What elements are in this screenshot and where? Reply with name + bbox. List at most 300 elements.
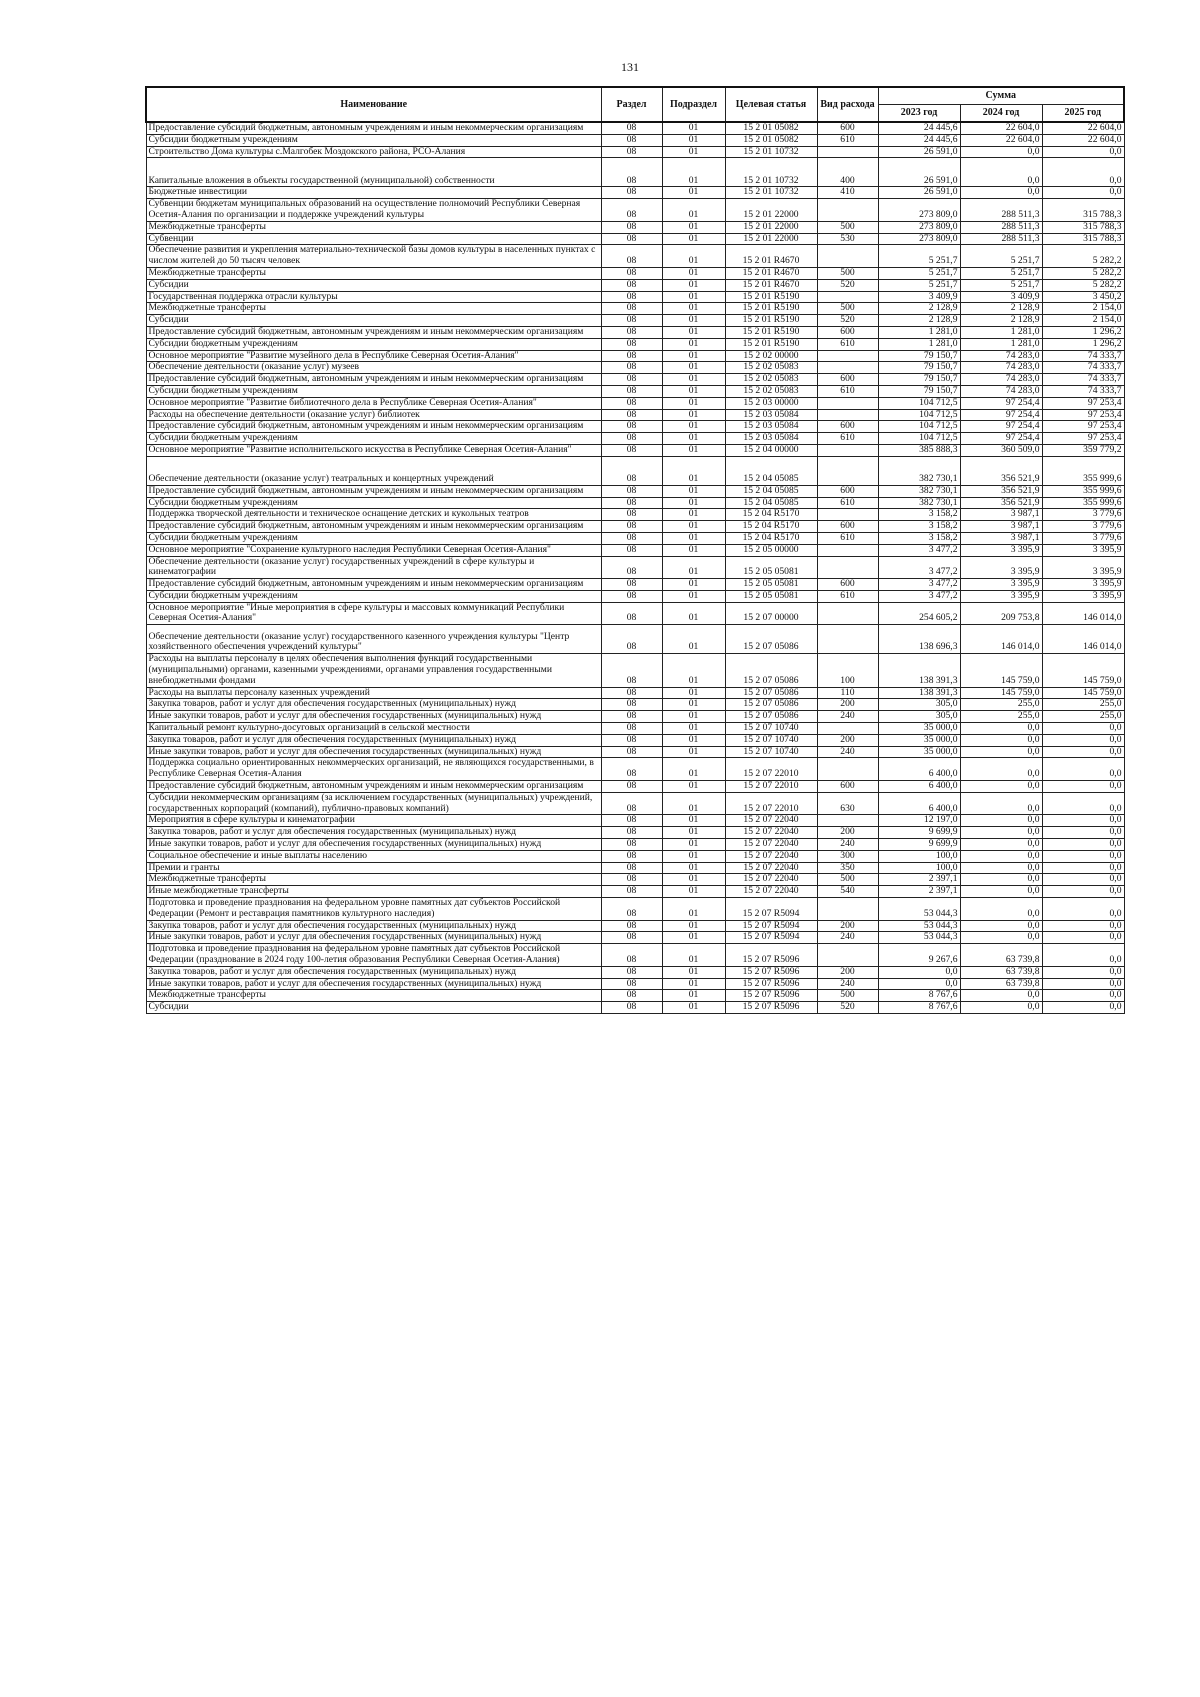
cell-target: 15 2 07 R5094 bbox=[725, 920, 817, 932]
cell-kind: 240 bbox=[817, 746, 878, 758]
cell-section: 08 bbox=[601, 409, 662, 421]
cell-kind bbox=[817, 409, 878, 421]
cell-section: 08 bbox=[601, 920, 662, 932]
cell-section: 08 bbox=[601, 485, 662, 497]
cell-subsection: 01 bbox=[662, 978, 725, 990]
cell-2023: 3 158,2 bbox=[878, 521, 960, 533]
cell-section: 08 bbox=[601, 456, 662, 485]
table-row bbox=[146, 850, 1124, 862]
cell-subsection: 01 bbox=[662, 315, 725, 327]
cell-name: Иные закупки товаров, работ и услуг для обеспечения государственных (муниципальных) нужд bbox=[146, 978, 601, 990]
cell-2025: 22 604,0 bbox=[1042, 122, 1124, 134]
cell-2024: 74 283,0 bbox=[960, 350, 1042, 362]
cell-kind bbox=[817, 556, 878, 579]
cell-target: 15 2 01 22000 bbox=[725, 221, 817, 233]
cell-2025: 0,0 bbox=[1042, 932, 1124, 944]
cell-2025: 97 253,4 bbox=[1042, 409, 1124, 421]
cell-kind: 500 bbox=[817, 990, 878, 1002]
cell-kind: 530 bbox=[817, 233, 878, 245]
table-row bbox=[146, 521, 1124, 533]
cell-section: 08 bbox=[601, 338, 662, 350]
cell-2023: 5 251,7 bbox=[878, 267, 960, 279]
cell-section: 08 bbox=[601, 827, 662, 839]
cell-2025: 0,0 bbox=[1042, 886, 1124, 898]
cell-name: Межбюджетные трансферты bbox=[146, 874, 601, 886]
cell-kind: 520 bbox=[817, 279, 878, 291]
cell-2024: 0,0 bbox=[960, 862, 1042, 874]
table-row bbox=[146, 781, 1124, 793]
cell-subsection: 01 bbox=[662, 409, 725, 421]
cell-2024: 145 759,0 bbox=[960, 654, 1042, 687]
cell-2024: 3 395,9 bbox=[960, 556, 1042, 579]
cell-2025: 0,0 bbox=[1042, 792, 1124, 815]
header-section: Раздел bbox=[601, 87, 662, 122]
cell-2024: 22 604,0 bbox=[960, 122, 1042, 134]
table-row bbox=[146, 362, 1124, 374]
cell-2023: 5 251,7 bbox=[878, 245, 960, 268]
cell-2023: 100,0 bbox=[878, 862, 960, 874]
cell-section: 08 bbox=[601, 723, 662, 735]
table-row bbox=[146, 1002, 1124, 1014]
cell-target: 15 2 04 00000 bbox=[725, 444, 817, 456]
cell-2023: 9 699,9 bbox=[878, 839, 960, 851]
cell-subsection: 01 bbox=[662, 781, 725, 793]
cell-section: 08 bbox=[601, 758, 662, 781]
cell-name: Основное мероприятие "Развитие исполнительского искусства в Республике Северная Осетия-Алания" bbox=[146, 444, 601, 456]
cell-2023: 2 128,9 bbox=[878, 303, 960, 315]
cell-subsection: 01 bbox=[662, 433, 725, 445]
cell-kind: 540 bbox=[817, 886, 878, 898]
cell-target: 15 2 07 R5096 bbox=[725, 944, 817, 967]
header-subsection: Подраздел bbox=[662, 87, 725, 122]
cell-2025: 0,0 bbox=[1042, 862, 1124, 874]
cell-2023: 3 477,2 bbox=[878, 556, 960, 579]
cell-2024: 0,0 bbox=[960, 792, 1042, 815]
cell-2024: 63 739,8 bbox=[960, 966, 1042, 978]
cell-kind bbox=[817, 723, 878, 735]
cell-2023: 382 730,1 bbox=[878, 485, 960, 497]
cell-subsection: 01 bbox=[662, 158, 725, 187]
cell-name: Капитальный ремонт культурно-досуговых организаций в сельской местности bbox=[146, 723, 601, 735]
cell-2023: 1 281,0 bbox=[878, 326, 960, 338]
cell-kind: 610 bbox=[817, 497, 878, 509]
cell-2025: 74 333,7 bbox=[1042, 374, 1124, 386]
table-row bbox=[146, 385, 1124, 397]
cell-subsection: 01 bbox=[662, 497, 725, 509]
cell-name: Основное мероприятие "Развитие музейного дела в Республике Северная Осетия-Алания" bbox=[146, 350, 601, 362]
cell-subsection: 01 bbox=[662, 723, 725, 735]
cell-name: Иные закупки товаров, работ и услуг для обеспечения государственных (муниципальных) нужд bbox=[146, 711, 601, 723]
cell-2025: 97 253,4 bbox=[1042, 433, 1124, 445]
table-row bbox=[146, 815, 1124, 827]
cell-2023: 138 391,3 bbox=[878, 654, 960, 687]
table-row bbox=[146, 221, 1124, 233]
cell-subsection: 01 bbox=[662, 122, 725, 134]
cell-2023: 35 000,0 bbox=[878, 723, 960, 735]
cell-kind bbox=[817, 815, 878, 827]
cell-2025: 0,0 bbox=[1042, 758, 1124, 781]
cell-name: Предоставление субсидий бюджетным, автономным учреждениям и иным некоммерческим организациям bbox=[146, 326, 601, 338]
cell-name: Предоставление субсидий бюджетным, автономным учреждениям и иным некоммерческим организациям bbox=[146, 485, 601, 497]
cell-2023: 79 150,7 bbox=[878, 374, 960, 386]
cell-subsection: 01 bbox=[662, 654, 725, 687]
cell-kind bbox=[817, 245, 878, 268]
cell-section: 08 bbox=[601, 792, 662, 815]
cell-subsection: 01 bbox=[662, 279, 725, 291]
cell-2025: 255,0 bbox=[1042, 699, 1124, 711]
cell-subsection: 01 bbox=[662, 233, 725, 245]
cell-subsection: 01 bbox=[662, 187, 725, 199]
cell-section: 08 bbox=[601, 654, 662, 687]
cell-target: 15 2 04 05085 bbox=[725, 456, 817, 485]
table-row bbox=[146, 134, 1124, 146]
cell-target: 15 2 01 10732 bbox=[725, 158, 817, 187]
cell-2025: 0,0 bbox=[1042, 734, 1124, 746]
header-2024: 2024 год bbox=[960, 105, 1042, 123]
cell-2023: 79 150,7 bbox=[878, 362, 960, 374]
cell-target: 15 2 02 00000 bbox=[725, 350, 817, 362]
cell-2025: 0,0 bbox=[1042, 781, 1124, 793]
cell-name: Расходы на выплаты персоналу в целях обеспечения выполнения функций государственными (муниципальными) органами, казенными учреждениями, органами управления государственными внебюджетными фондами bbox=[146, 654, 601, 687]
cell-subsection: 01 bbox=[662, 699, 725, 711]
cell-target: 15 2 07 22010 bbox=[725, 781, 817, 793]
cell-kind: 610 bbox=[817, 134, 878, 146]
cell-2023: 6 400,0 bbox=[878, 758, 960, 781]
table-body bbox=[146, 122, 1124, 1013]
cell-2025: 97 253,4 bbox=[1042, 397, 1124, 409]
cell-2023: 104 712,5 bbox=[878, 421, 960, 433]
cell-subsection: 01 bbox=[662, 990, 725, 1002]
cell-name: Предоставление субсидий бюджетным, автономным учреждениям и иным некоммерческим организациям bbox=[146, 579, 601, 591]
table-row bbox=[146, 122, 1124, 134]
cell-subsection: 01 bbox=[662, 456, 725, 485]
cell-2024: 360 509,0 bbox=[960, 444, 1042, 456]
cell-2024: 22 604,0 bbox=[960, 134, 1042, 146]
cell-kind: 500 bbox=[817, 267, 878, 279]
header-name: Наименование bbox=[146, 87, 601, 122]
cell-name: Иные закупки товаров, работ и услуг для обеспечения государственных (муниципальных) нужд bbox=[146, 839, 601, 851]
cell-2024: 0,0 bbox=[960, 781, 1042, 793]
cell-name: Обеспечение деятельности (оказание услуг) государственных учреждений в сфере культуры и кинематографии bbox=[146, 556, 601, 579]
cell-section: 08 bbox=[601, 544, 662, 556]
cell-target: 15 2 04 R5170 bbox=[725, 532, 817, 544]
table-row bbox=[146, 409, 1124, 421]
cell-target: 15 2 01 05082 bbox=[725, 134, 817, 146]
table-row bbox=[146, 746, 1124, 758]
cell-2025: 0,0 bbox=[1042, 874, 1124, 886]
cell-2023: 0,0 bbox=[878, 966, 960, 978]
cell-target: 15 2 01 R5190 bbox=[725, 315, 817, 327]
cell-section: 08 bbox=[601, 158, 662, 187]
cell-2025: 2 154,0 bbox=[1042, 303, 1124, 315]
cell-2023: 12 197,0 bbox=[878, 815, 960, 827]
cell-2024: 0,0 bbox=[960, 839, 1042, 851]
cell-subsection: 01 bbox=[662, 221, 725, 233]
cell-kind: 600 bbox=[817, 781, 878, 793]
cell-2023: 100,0 bbox=[878, 850, 960, 862]
cell-2025: 0,0 bbox=[1042, 966, 1124, 978]
cell-2023: 382 730,1 bbox=[878, 497, 960, 509]
cell-name: Межбюджетные трансферты bbox=[146, 267, 601, 279]
cell-kind: 110 bbox=[817, 687, 878, 699]
cell-section: 08 bbox=[601, 556, 662, 579]
table-row bbox=[146, 792, 1124, 815]
cell-target: 15 2 07 22010 bbox=[725, 758, 817, 781]
cell-target: 15 2 07 22040 bbox=[725, 850, 817, 862]
cell-target: 15 2 01 R4670 bbox=[725, 245, 817, 268]
table-row bbox=[146, 291, 1124, 303]
cell-subsection: 01 bbox=[662, 602, 725, 625]
cell-name: Предоставление субсидий бюджетным, автономным учреждениям и иным некоммерческим организациям bbox=[146, 122, 601, 134]
cell-target: 15 2 01 22000 bbox=[725, 233, 817, 245]
cell-target: 15 2 07 05086 bbox=[725, 625, 817, 654]
cell-2023: 138 391,3 bbox=[878, 687, 960, 699]
cell-2023: 273 809,0 bbox=[878, 221, 960, 233]
cell-2025: 0,0 bbox=[1042, 990, 1124, 1002]
cell-2025: 3 779,6 bbox=[1042, 521, 1124, 533]
cell-kind bbox=[817, 397, 878, 409]
cell-2024: 0,0 bbox=[960, 827, 1042, 839]
cell-name: Субсидии bbox=[146, 315, 601, 327]
cell-target: 15 2 05 05081 bbox=[725, 556, 817, 579]
cell-subsection: 01 bbox=[662, 886, 725, 898]
table-row bbox=[146, 245, 1124, 268]
cell-2023: 8 767,6 bbox=[878, 990, 960, 1002]
cell-section: 08 bbox=[601, 944, 662, 967]
cell-2024: 63 739,8 bbox=[960, 944, 1042, 967]
cell-2024: 74 283,0 bbox=[960, 385, 1042, 397]
cell-kind: 350 bbox=[817, 862, 878, 874]
table-row bbox=[146, 579, 1124, 591]
cell-name: Строительство Дома культуры с.Малгобек Моздокского района, РСО-Алания bbox=[146, 146, 601, 158]
cell-2024: 146 014,0 bbox=[960, 625, 1042, 654]
cell-section: 08 bbox=[601, 862, 662, 874]
cell-section: 08 bbox=[601, 874, 662, 886]
cell-kind bbox=[817, 362, 878, 374]
cell-kind bbox=[817, 146, 878, 158]
cell-target: 15 2 03 05084 bbox=[725, 421, 817, 433]
cell-target: 15 2 05 05081 bbox=[725, 590, 817, 602]
cell-target: 15 2 01 22000 bbox=[725, 199, 817, 222]
cell-2025: 0,0 bbox=[1042, 898, 1124, 921]
cell-kind bbox=[817, 544, 878, 556]
cell-kind: 600 bbox=[817, 521, 878, 533]
cell-name: Поддержка социально ориентированных некоммерческих организаций, не являющихся государственными, в Республике Северная Осетия-Алания bbox=[146, 758, 601, 781]
cell-name: Субсидии бюджетным учреждениям bbox=[146, 532, 601, 544]
cell-section: 08 bbox=[601, 350, 662, 362]
cell-section: 08 bbox=[601, 199, 662, 222]
cell-name: Субсидии бюджетным учреждениям bbox=[146, 338, 601, 350]
cell-subsection: 01 bbox=[662, 734, 725, 746]
cell-subsection: 01 bbox=[662, 385, 725, 397]
cell-section: 08 bbox=[601, 385, 662, 397]
cell-target: 15 2 07 R5094 bbox=[725, 932, 817, 944]
cell-2023: 254 605,2 bbox=[878, 602, 960, 625]
table-row bbox=[146, 944, 1124, 967]
header-2025: 2025 год bbox=[1042, 105, 1124, 123]
cell-kind: 610 bbox=[817, 433, 878, 445]
cell-2024: 356 521,9 bbox=[960, 456, 1042, 485]
cell-kind bbox=[817, 199, 878, 222]
cell-subsection: 01 bbox=[662, 303, 725, 315]
cell-subsection: 01 bbox=[662, 350, 725, 362]
cell-2023: 382 730,1 bbox=[878, 456, 960, 485]
cell-2023: 53 044,3 bbox=[878, 898, 960, 921]
cell-target: 15 2 01 10732 bbox=[725, 187, 817, 199]
cell-2025: 0,0 bbox=[1042, 146, 1124, 158]
cell-name: Субсидии bbox=[146, 279, 601, 291]
cell-name: Бюджетные инвестиции bbox=[146, 187, 601, 199]
cell-2024: 288 511,3 bbox=[960, 233, 1042, 245]
cell-2025: 22 604,0 bbox=[1042, 134, 1124, 146]
cell-2025: 3 395,9 bbox=[1042, 579, 1124, 591]
cell-subsection: 01 bbox=[662, 625, 725, 654]
cell-2024: 288 511,3 bbox=[960, 221, 1042, 233]
cell-target: 15 2 01 10732 bbox=[725, 146, 817, 158]
cell-section: 08 bbox=[601, 397, 662, 409]
table-row bbox=[146, 920, 1124, 932]
cell-section: 08 bbox=[601, 734, 662, 746]
cell-name: Субвенции бюджетам муниципальных образований на осуществление полномочий Республики Северная Осетия-Алания по организации и поддержке учреждений культуры bbox=[146, 199, 601, 222]
cell-subsection: 01 bbox=[662, 827, 725, 839]
cell-2023: 3 158,2 bbox=[878, 532, 960, 544]
table-row bbox=[146, 509, 1124, 521]
cell-subsection: 01 bbox=[662, 267, 725, 279]
cell-target: 15 2 02 05083 bbox=[725, 374, 817, 386]
cell-section: 08 bbox=[601, 990, 662, 1002]
cell-kind bbox=[817, 625, 878, 654]
cell-section: 08 bbox=[601, 433, 662, 445]
table-row bbox=[146, 303, 1124, 315]
cell-section: 08 bbox=[601, 966, 662, 978]
cell-name: Иные межбюджетные трансферты bbox=[146, 886, 601, 898]
cell-2025: 97 253,4 bbox=[1042, 421, 1124, 433]
cell-name: Расходы на обеспечение деятельности (оказание услуг) библиотек bbox=[146, 409, 601, 421]
cell-2024: 0,0 bbox=[960, 146, 1042, 158]
cell-section: 08 bbox=[601, 146, 662, 158]
cell-2025: 74 333,7 bbox=[1042, 385, 1124, 397]
cell-section: 08 bbox=[601, 421, 662, 433]
cell-2025: 0,0 bbox=[1042, 723, 1124, 735]
cell-name: Обеспечение деятельности (оказание услуг) государственного казенного учреждения культуры "Центр хозяйственного обеспечения учреждений культуры" bbox=[146, 625, 601, 654]
table-row bbox=[146, 199, 1124, 222]
cell-target: 15 2 07 10740 bbox=[725, 746, 817, 758]
cell-2023: 9 267,6 bbox=[878, 944, 960, 967]
table-row bbox=[146, 497, 1124, 509]
table-row bbox=[146, 711, 1124, 723]
cell-kind: 200 bbox=[817, 920, 878, 932]
cell-kind: 500 bbox=[817, 221, 878, 233]
table-row bbox=[146, 590, 1124, 602]
cell-target: 15 2 07 05086 bbox=[725, 699, 817, 711]
cell-section: 08 bbox=[601, 362, 662, 374]
cell-2024: 97 254,4 bbox=[960, 433, 1042, 445]
cell-subsection: 01 bbox=[662, 134, 725, 146]
cell-2023: 3 158,2 bbox=[878, 509, 960, 521]
cell-target: 15 2 04 05085 bbox=[725, 485, 817, 497]
cell-2025: 315 788,3 bbox=[1042, 233, 1124, 245]
cell-2025: 1 296,2 bbox=[1042, 338, 1124, 350]
cell-2025: 0,0 bbox=[1042, 920, 1124, 932]
cell-target: 15 2 07 22040 bbox=[725, 839, 817, 851]
cell-kind bbox=[817, 291, 878, 303]
cell-kind: 600 bbox=[817, 485, 878, 497]
cell-subsection: 01 bbox=[662, 509, 725, 521]
cell-kind: 600 bbox=[817, 122, 878, 134]
cell-subsection: 01 bbox=[662, 687, 725, 699]
cell-2025: 0,0 bbox=[1042, 839, 1124, 851]
cell-section: 08 bbox=[601, 279, 662, 291]
cell-section: 08 bbox=[601, 932, 662, 944]
cell-2024: 3 395,9 bbox=[960, 579, 1042, 591]
cell-2024: 356 521,9 bbox=[960, 485, 1042, 497]
cell-2025: 355 999,6 bbox=[1042, 456, 1124, 485]
cell-2024: 63 739,8 bbox=[960, 978, 1042, 990]
cell-kind: 630 bbox=[817, 792, 878, 815]
cell-kind bbox=[817, 944, 878, 967]
cell-section: 08 bbox=[601, 699, 662, 711]
header-sum: Сумма bbox=[878, 87, 1124, 105]
table-row bbox=[146, 862, 1124, 874]
cell-2023: 53 044,3 bbox=[878, 932, 960, 944]
cell-2025: 255,0 bbox=[1042, 711, 1124, 723]
cell-subsection: 01 bbox=[662, 932, 725, 944]
cell-section: 08 bbox=[601, 687, 662, 699]
cell-target: 15 2 01 R5190 bbox=[725, 338, 817, 350]
cell-2025: 0,0 bbox=[1042, 187, 1124, 199]
cell-2024: 0,0 bbox=[960, 158, 1042, 187]
cell-kind: 600 bbox=[817, 421, 878, 433]
table-row bbox=[146, 625, 1124, 654]
cell-section: 08 bbox=[601, 267, 662, 279]
cell-2025: 145 759,0 bbox=[1042, 654, 1124, 687]
cell-target: 15 2 07 22040 bbox=[725, 886, 817, 898]
cell-2023: 24 445,6 bbox=[878, 134, 960, 146]
cell-name: Поддержка творческой деятельности и техническое оснащение детских и кукольных театров bbox=[146, 509, 601, 521]
table-row bbox=[146, 146, 1124, 158]
cell-2024: 74 283,0 bbox=[960, 374, 1042, 386]
cell-name: Подготовка и проведение празднования на федеральном уровне памятных дат субъектов Российской Федерации (Ремонт и реставрация памятников культурного наследия) bbox=[146, 898, 601, 921]
table-row bbox=[146, 315, 1124, 327]
cell-name: Основное мероприятие "Иные мероприятия в сфере культуры и массовых коммуникаций Республики Северная Осетия-Алания" bbox=[146, 602, 601, 625]
table-row bbox=[146, 886, 1124, 898]
cell-2025: 3 450,2 bbox=[1042, 291, 1124, 303]
cell-2024: 97 254,4 bbox=[960, 409, 1042, 421]
cell-kind bbox=[817, 456, 878, 485]
cell-2025: 0,0 bbox=[1042, 944, 1124, 967]
cell-subsection: 01 bbox=[662, 397, 725, 409]
table-row bbox=[146, 898, 1124, 921]
table-row bbox=[146, 687, 1124, 699]
cell-name: Иные закупки товаров, работ и услуг для обеспечения государственных (муниципальных) нужд bbox=[146, 932, 601, 944]
cell-2023: 104 712,5 bbox=[878, 409, 960, 421]
cell-section: 08 bbox=[601, 898, 662, 921]
cell-name: Предоставление субсидий бюджетным, автономным учреждениям и иным некоммерческим организациям bbox=[146, 521, 601, 533]
cell-subsection: 01 bbox=[662, 815, 725, 827]
cell-subsection: 01 bbox=[662, 556, 725, 579]
header-kind: Вид расхода bbox=[817, 87, 878, 122]
cell-2023: 9 699,9 bbox=[878, 827, 960, 839]
cell-name: Иные закупки товаров, работ и услуг для обеспечения государственных (муниципальных) нужд bbox=[146, 746, 601, 758]
cell-kind bbox=[817, 758, 878, 781]
cell-kind: 300 bbox=[817, 850, 878, 862]
cell-2024: 3 987,1 bbox=[960, 509, 1042, 521]
cell-2025: 0,0 bbox=[1042, 827, 1124, 839]
cell-2025: 74 333,7 bbox=[1042, 362, 1124, 374]
cell-kind bbox=[817, 509, 878, 521]
cell-subsection: 01 bbox=[662, 898, 725, 921]
cell-subsection: 01 bbox=[662, 792, 725, 815]
